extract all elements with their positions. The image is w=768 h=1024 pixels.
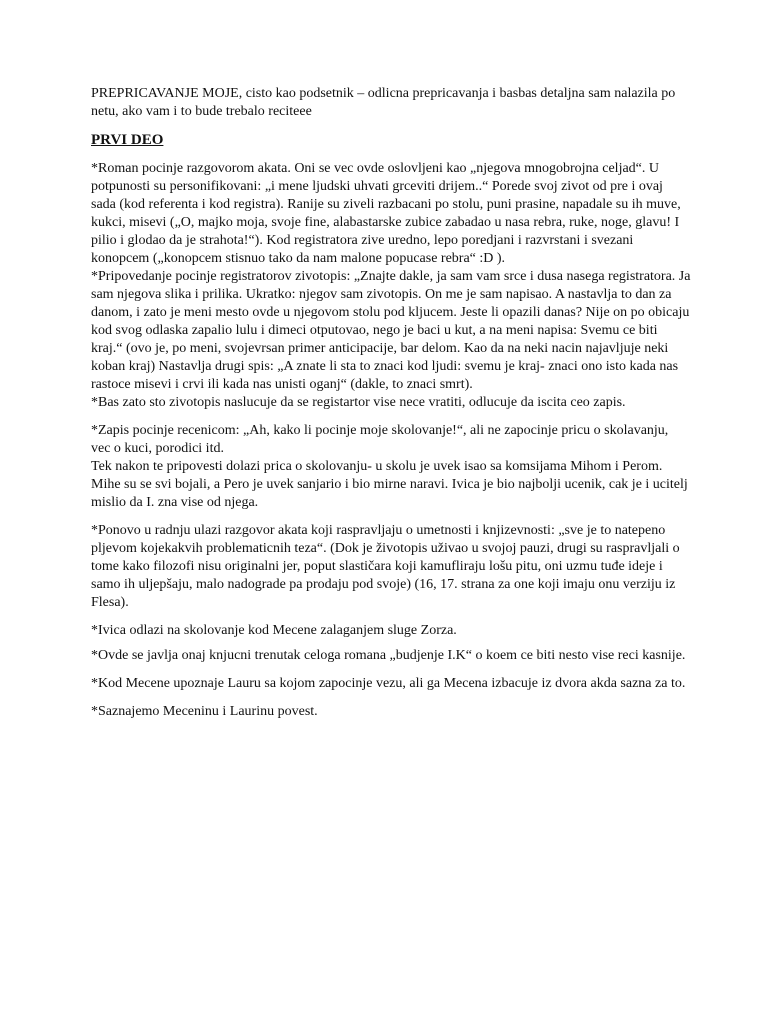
intro-paragraph: PREPRICAVANJE MOJE, cisto kao podsetnik – odlicna prepricavanja i basbas detaljna sam nalazila po netu, ako vam i to bude trebalo reciteee — [91, 86, 676, 119]
document-body — [91, 85, 691, 721]
section-heading: PRVI DEO — [91, 132, 164, 148]
paragraph-acts-conversation: *Roman pocinje razgovorom akata. Oni se vec ovde oslovljeni kao „njegova mnogobrojna celjad“. U potpunosti su personifikovani: „i mene ljudski uhvati grceviti drijem..“ Porede svoj zivot od pre i ovaj sada (kod referenta i kod registra). Ranije su ziveli razbacani po stolu, puni prasine, napadale su ih muve, kukci, misevi („O, majko moja, svoje fine, alabastarske zubice zabadao u nasa rebra, ruke, noge, glavu! I pilio i glodao da je strahota!“). Kod registratora zive uredno, lepo poredjani i razvrstani i svezani konopcem („konopcem stisnuo tako da nam malone popucase rebra“ :D ). — [91, 161, 681, 266]
paragraph-laura: *Kod Mecene upoznaje Lauru sa kojom zapocinje vezu, ali ga Mecena izbacuje iz dvora akda sazna za to. — [91, 676, 686, 691]
paragraph-art-literature: *Ponovo u radnju ulazi razgovor akata koji raspravljaju o umetnosti i knjizevnosti: „sve je to natepeno pljevom kojekakvih problematicnih teza“. (Dok je životopis uživao u svojoj pauzi, drugi su raspravljali o tome kako filozofi nisu originalni jer, poput slastičara koji kamufliraju lošu pitu, oni uzmu tuđe ideje i samo ih uljepšaju, malo nadograde pa prodaju pod svoje) (16, 17. strana za one koji imaju onu verziju iz Flesa). — [91, 523, 680, 610]
paragraph-biography: *Pripovedanje pocinje registratorov zivotopis: „Znajte dakle, ja sam vam srce i dusa nasega registratora. Ja sam njegova slika i prilika. Ukratko: njegov sam zivotopis. On me je sam napisao. A nastavlja to dan za danom, i zato je meni mesto ovde u njegovom stolu pod kljucem. Jeste li opazili danas? Nije on po obicaju kod svog odlaska zapalio lulu i dimeci otputovao, nego je baci u kut, a na meni napisa: Svemu ce biti kraj.“ (ovo je, po meni, svojevrsan primer anticipacije, bar delom. Kao da na neki nacin najavljuje neki koban kraj) Nastavlja drugi spis: „A znate li sta to znaci kod ljudi: svemu je kraj- znaci ono isto kada nas rastoce misevi i crvi ili kada nas unisti oganj“ (dakle, to znaci smrt). — [91, 269, 691, 392]
paragraph-awakening: *Ovde se javlja onaj knjucni trenutak celoga romana „budjenje I.K“ o koem ce biti nesto vise reci kasnije. — [91, 648, 686, 663]
paragraph-mecena-schooling: *Ivica odlazi na skolovanje kod Mecene zalaganjem sluge Zorza. — [91, 623, 457, 638]
paragraph-record-begins: *Zapis pocinje recenicom: „Ah, kako li pocinje moje skolovanje!“, ali ne zapocinje pricu o skolavanju, vec o kuci, porodici itd. — [91, 423, 669, 456]
paragraph-registrar-return: *Bas zato sto zivotopis naslucuje da se registartor vise nece vratiti, odlucuje da iscita ceo zapis. — [91, 395, 626, 410]
paragraph-mecena-laura-story: *Saznajemo Meceninu i Laurinu povest. — [91, 704, 318, 719]
paragraph-schooling: Tek nakon te pripovesti dolazi prica o skolovanju- u skolu je uvek isao sa komsijama Mihom i Perom. Mihe su se svi bojali, a Pero je uvek sanjario i bio mirne naravi. Ivica je bio najbolji ucenik, cak je i ucitelj mislio da I. zna vise od njega. — [91, 459, 688, 510]
